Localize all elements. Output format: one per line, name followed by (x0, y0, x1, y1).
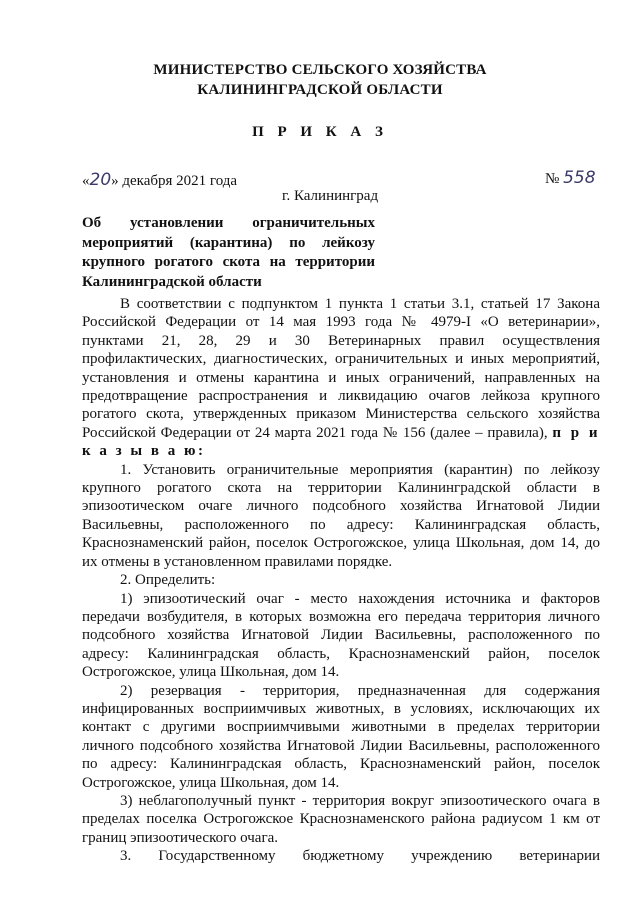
document-number (545, 168, 596, 188)
ministry-title (0, 60, 640, 100)
document-date (82, 170, 237, 190)
document-subject: Об установлении ограничительных мероприятий (карантина) по лейкозу крупного рогатого скота на территории Калининградской области (82, 215, 375, 290)
ministry-line-1: МИНИСТЕРСТВО СЕЛЬСКОГО ХОЗЯЙСТВА (153, 62, 487, 78)
ministry-line-2: КАЛИНИНГРАДСКОЙ ОБЛАСТИ (197, 82, 443, 98)
paragraph-1: 1. Установить ограничительные мероприятия (карантин) по лейкозу крупного рогатого скота на территории Калининградской области в эпизоотическом очаге личного подсобного хозяйства Игнатовой Лидии Васильевны, расположенного по адресу: Калининградская область, Краснознаменский район, поселок Острогожское, улица Школьная, дом 14, до их отмены в установленном правилами порядке. (82, 461, 600, 570)
document-type: П Р И К А З (252, 124, 388, 140)
intro-paragraph (82, 295, 600, 461)
intro-text: В соответствии с подпунктом 1 пункта 1 статьи 3.1, статьей 17 Закона Российской Федерации от 14 мая 1993 года № 4979-I «О ветеринарии», пунктами 21, 28, 29 и 30 Ветеринарных правил осуществления профилактических, диагностических, ограничительных и иных мероприятий, установления и отмены карантина и иных ограничений, направленных на предотвращение распространения и ликвидацию очагов лейкоза крупного рогатого скота, утвержденных приказом Министерства сельского хозяйства Российской Федерации от 24 марта 2021 года № 156 (далее – правила), (82, 296, 600, 441)
date-day-handwritten: 20 (89, 170, 112, 190)
document-city: г. Калининград (282, 188, 379, 204)
paragraph-2-1: 1) эпизоотический очаг - место нахождения источника и факторов передачи возбудителя, в которых возможна его передача территория личного подсобного хозяйства Игнатовой Лидии Васильевны, расположенного по адресу: Калининградская область, Краснознаменский район, поселок Острогожское, улица Школьная, дом 14. (82, 590, 600, 681)
date-rest: » декабря 2021 года (111, 173, 238, 189)
date-open-quote: « (82, 173, 90, 189)
paragraph-2-3: 3) неблагополучный пункт - территория вокруг эпизоотического очага в пределах поселка Острогожское Краснознаменского района радиусом 1 км от границ эпизоотического очага. (82, 792, 600, 846)
number-label: № (545, 171, 560, 187)
paragraph-2-2: 2) резервация - территория, предназначенная для содержания инфицированных восприимчивых животных, в условиях, исключающих их контакт с другими восприимчивыми животными в пределах территории личного подсобного хозяйства Игнатовой Лидии Васильевны, расположенного по адресу: Калининградская область, Краснознаменский район, поселок Острогожское, улица Школьная, дом 14. (82, 682, 600, 791)
paragraph-3: 3. Государственному бюджетному учреждению ветеринарии (120, 848, 600, 865)
paragraph-2: 2. Определить: (120, 572, 216, 589)
order-word: п р и к а з ы в а ю: (82, 424, 600, 460)
number-value-handwritten: 558 (563, 168, 596, 188)
document-body (82, 295, 600, 866)
